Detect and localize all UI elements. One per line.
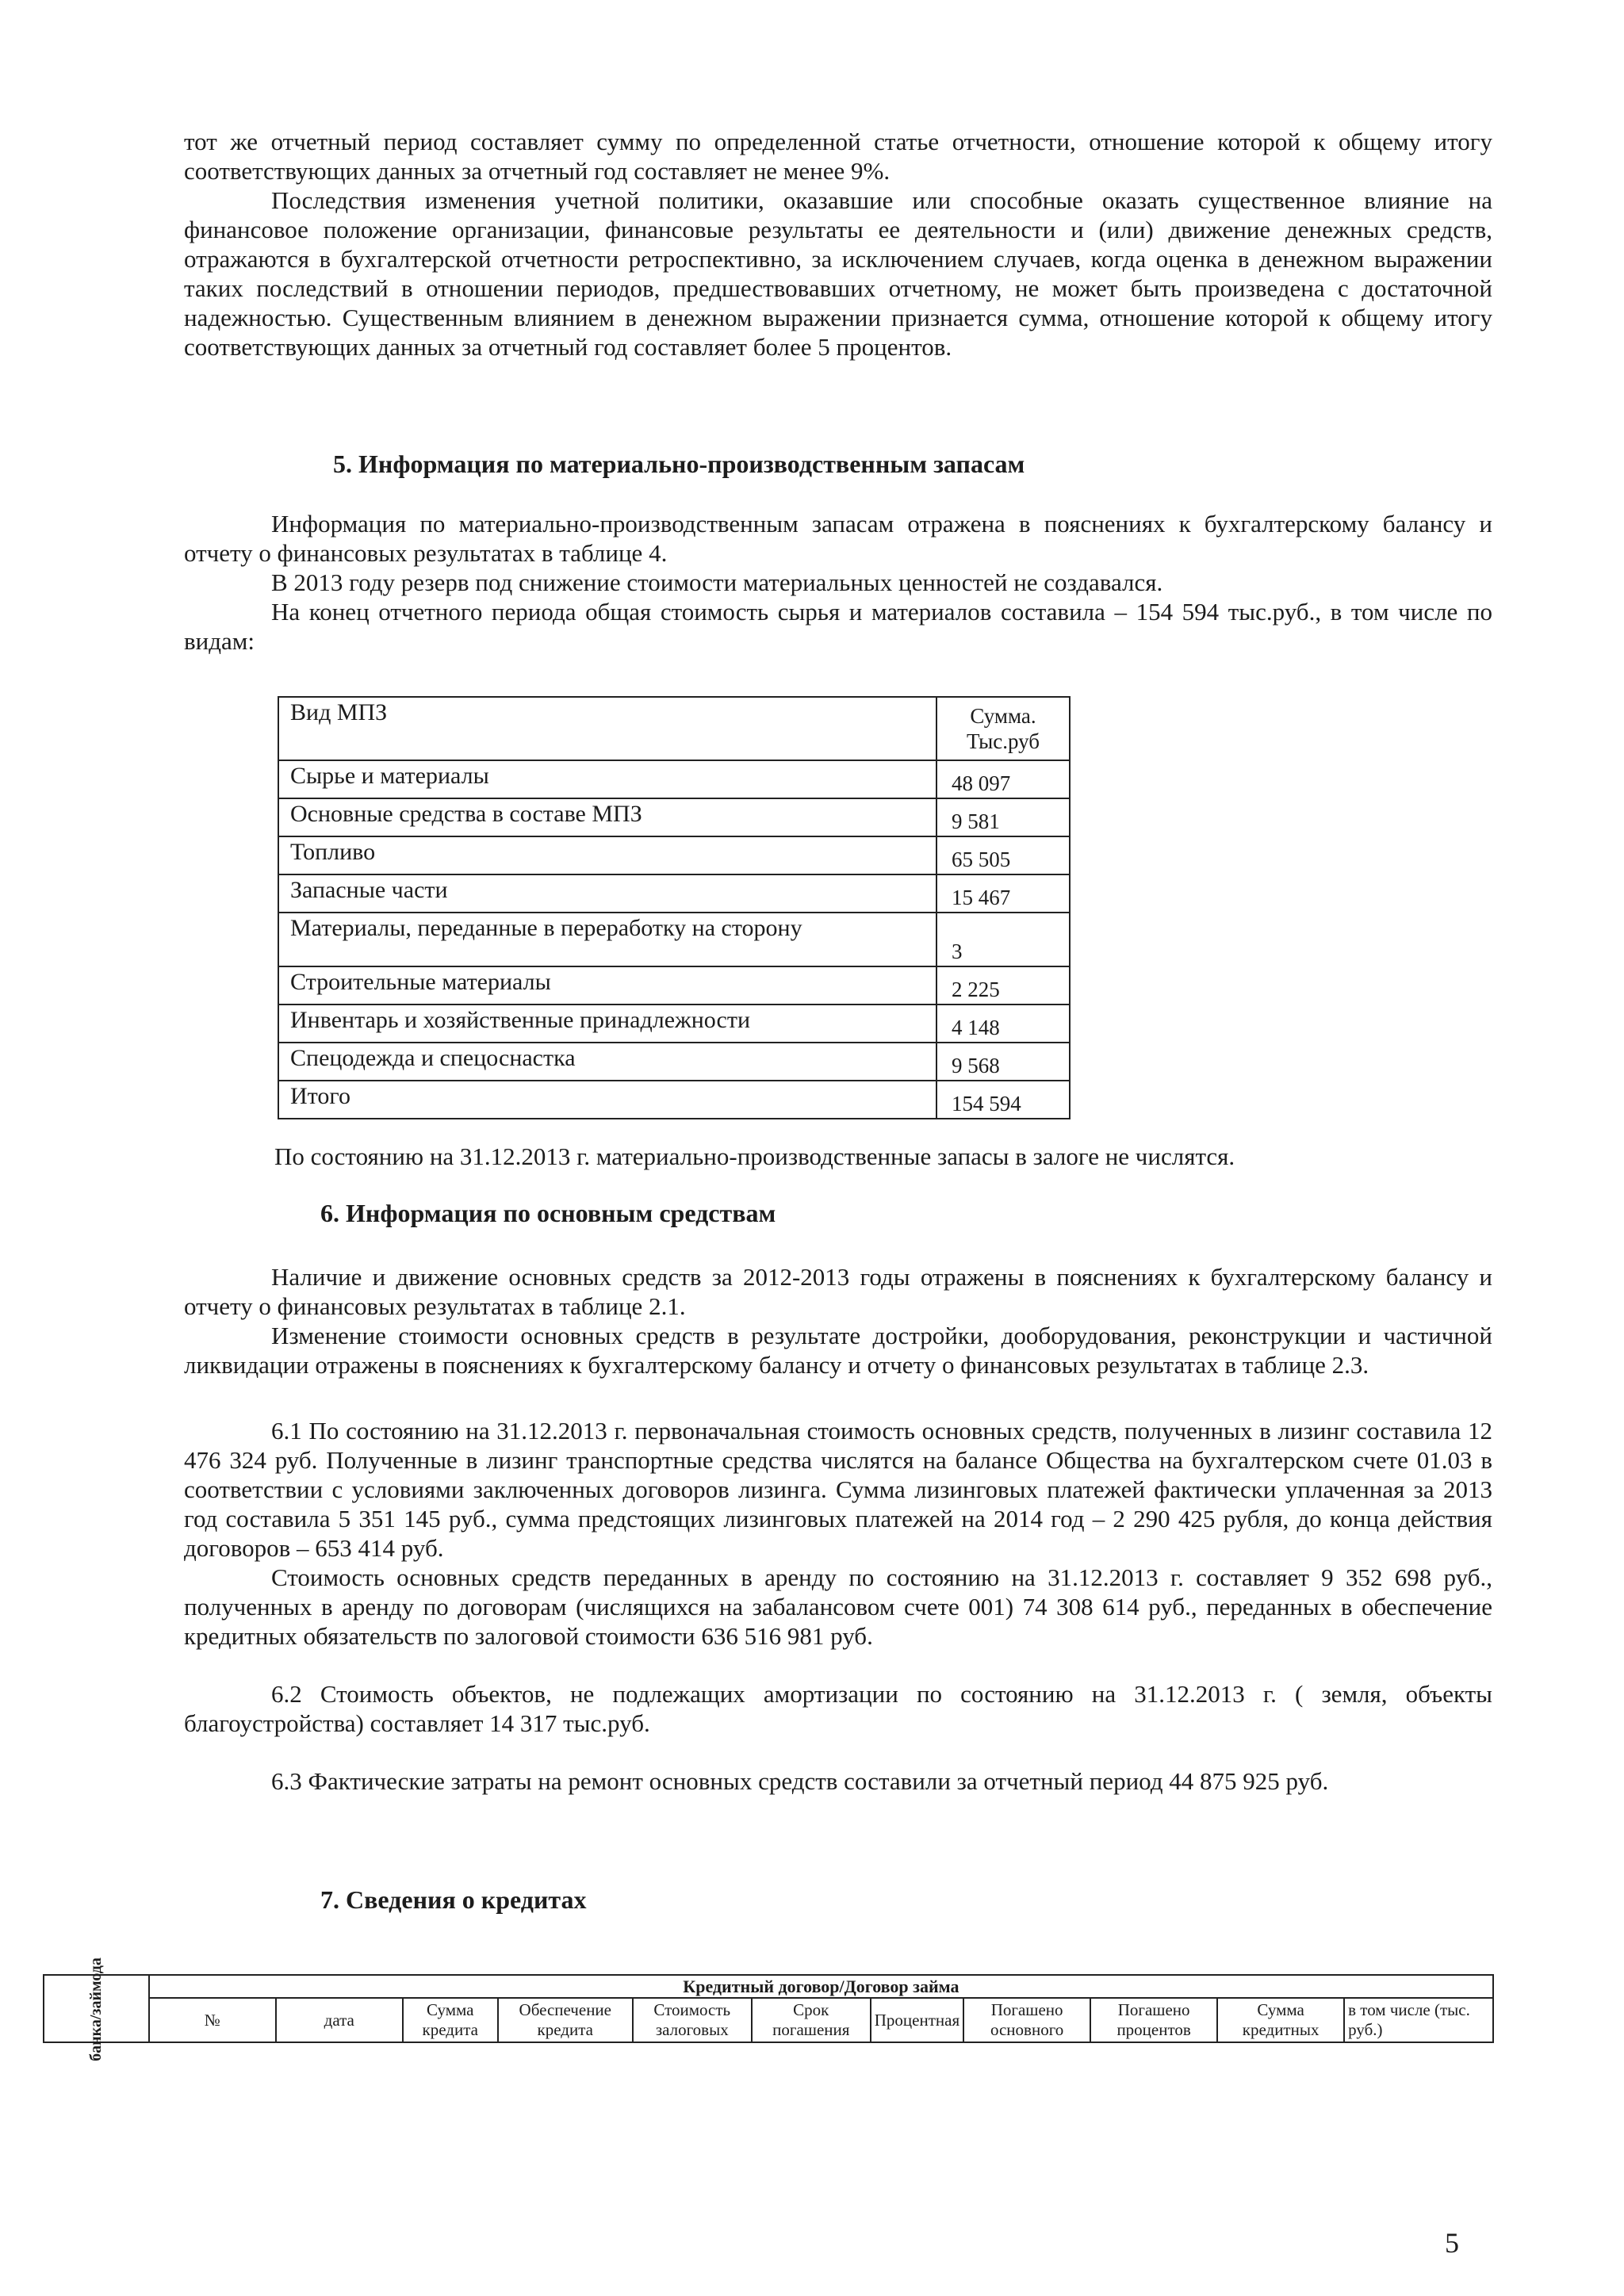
table-cell: Материалы, переданные в переработку на сторону: [278, 913, 936, 966]
paragraph: Наличие и движение основных средств за 2012-2013 годы отражены в пояснениях к бухгалтерскому балансу и отчету о финансовых результатах в таблице 2.1.: [184, 1263, 1492, 1320]
table-header-cell: Погашено основного: [963, 1998, 1090, 2042]
table-cell: Запасные части: [278, 874, 936, 913]
table-cell: Основные средства в составе МПЗ: [278, 798, 936, 836]
table-header-row: [44, 1975, 1493, 1998]
table-header-cell: Сумма кредита: [403, 1998, 498, 2042]
table-header-cell: Обеспечение кредита: [498, 1998, 633, 2042]
table-header-cell: Стоимость залоговых: [633, 1998, 752, 2042]
intro-block: [184, 127, 1492, 362]
paragraph: По состоянию на 31.12.2013 г. материально-производственные запасы в залоге не числятся.: [274, 1142, 1235, 1170]
table-cell: 9 581: [936, 798, 1070, 836]
paragraph: Стоимость основных средств переданных в аренду по состоянию на 31.12.2013 г. составляет 9 352 698 руб., полученных в аренду по договорам (числящихся на забалансовом счете 001) 74 308 614 руб., переданных в обеспечение кредитных обязательств по залоговой стоимости 636 516 981 руб.: [184, 1563, 1492, 1650]
table-total-row: [278, 1081, 1070, 1119]
credit-table: [43, 1957, 1494, 2061]
table-header-cell: Вид МПЗ: [278, 697, 936, 760]
section6-text: [184, 1262, 1492, 1796]
table-row: [278, 1004, 1070, 1043]
table-header-cell: Погашено процентов: [1090, 1998, 1217, 2042]
paragraph: тот же отчетный период составляет сумму по определенной статье отчетности, отношение которой к общему итогу соответствующих данных за отчетный год составляет не менее 9%.: [184, 128, 1492, 185]
table-header-cell: Срок погашения: [752, 1998, 871, 2042]
paragraph: На конец отчетного периода общая стоимость сырья и материалов составила – 154 594 тыс.руб., в том числе по видам:: [184, 598, 1492, 655]
table-header-cell: [44, 1957, 149, 2061]
table-cell: Строительные материалы: [278, 966, 936, 1004]
table-cell: 154 594: [936, 1081, 1070, 1119]
section-heading: 5. Информация по материально-производственным запасам: [333, 450, 1025, 478]
table-header-row: [44, 1998, 1493, 2042]
table-cell: 15 467: [936, 874, 1070, 913]
table-row: [278, 966, 1070, 1004]
paragraph: Последствия изменения учетной политики, оказавшие или способные оказать существенное влияние на финансовое положение организации, финансовые результаты ее деятельности и (или) движение денежных средств, отражаются в бухгалтерской отчетности ретроспективно, за исключением случаев, когда оценка в денежном выражении таких последствий в отношении периодов, предшествовавших отчетному, не может быть произведена с достаточной надежностью. Существенным влиянием в денежном выражении признается сумма, отношение которой к общему итогу соответствующих данных за отчетный год составляет более 5 процентов.: [184, 186, 1492, 361]
table-cell: Спецодежда и спецоснастка: [278, 1043, 936, 1081]
table-cell: Сырье и материалы: [278, 760, 936, 798]
table-cell: Итого: [278, 1081, 936, 1119]
table-cell: 48 097: [936, 760, 1070, 798]
table-cell: 9 568: [936, 1043, 1070, 1081]
section-heading: 7. Сведения о кредитах: [320, 1885, 587, 1914]
paragraph: В 2013 году резерв под снижение стоимости материальных ценностей не создавался.: [271, 568, 1163, 596]
table-row: [278, 798, 1070, 836]
table-row: [278, 760, 1070, 798]
table-row: [278, 874, 1070, 913]
table-header-cell: Процентная: [871, 1998, 963, 2042]
table-cell: 2 225: [936, 966, 1070, 1004]
table-header-row: [278, 697, 1070, 760]
section5-text: [184, 509, 1492, 656]
table-header-cell: дата: [276, 1998, 403, 2042]
side-label: банка/займода: [86, 1957, 105, 2061]
paragraph: 6.2 Стоимость объектов, не подлежащих амортизации по состоянию на 31.12.2013 г. ( земля, объекты благоустройства) составляет 14 317 тыс.руб.: [184, 1680, 1492, 1737]
section5-note: [274, 1142, 1496, 1171]
page-number: 5: [1445, 2227, 1459, 2259]
paragraph: 6.3 Фактические затраты на ремонт основных средств составили за отчетный период 44 875 925 руб.: [271, 1767, 1329, 1795]
table-header-cell: Кредитный договор/Договор займа: [149, 1975, 1493, 1998]
table-row: [278, 1043, 1070, 1081]
paragraph: Изменение стоимости основных средств в результате достройки, дооборудования, реконструкции и частичной ликвидации отражены в пояснениях к бухгалтерскому балансу и отчету о финансовых результатах в таблице 2.3.: [184, 1322, 1492, 1379]
table-header-cell: Сумма. Тыс.руб: [936, 697, 1070, 760]
table-header-cell: в том числе (тыс. руб.): [1344, 1998, 1493, 2042]
section-heading: 6. Информация по основным средствам: [320, 1199, 776, 1227]
table-cell: 65 505: [936, 836, 1070, 874]
table-header-cell: Сумма кредитных: [1217, 1998, 1344, 2042]
paragraph: 6.1 По состоянию на 31.12.2013 г. первоначальная стоимость основных средств, полученных в лизинг составила 12 476 324 руб. Полученные в лизинг транспортные средства числятся на балансе Общества на бухгалтерском счете 01.03 в соответствии с условиями заключенных договоров лизинга. Сумма лизинговых платежей фактически уплаченная за 2013 год составила 5 351 145 руб., сумма предстоящих лизинговых платежей на 2014 год – 2 290 425 рубля, до конца действия договоров – 653 414 руб.: [184, 1417, 1492, 1562]
table-cell: 3: [936, 913, 1070, 966]
table-header-cell: №: [149, 1998, 276, 2042]
table-row: [278, 836, 1070, 874]
table-row: [278, 913, 1070, 966]
table-cell: Инвентарь и хозяйственные принадлежности: [278, 1004, 936, 1043]
paragraph: Информация по материально-производственным запасам отражена в пояснениях к бухгалтерскому балансу и отчету о финансовых результатах в таблице 4.: [184, 510, 1492, 567]
table-cell: 4 148: [936, 1004, 1070, 1043]
inventory-table: [278, 696, 1071, 1119]
table-cell: Топливо: [278, 836, 936, 874]
